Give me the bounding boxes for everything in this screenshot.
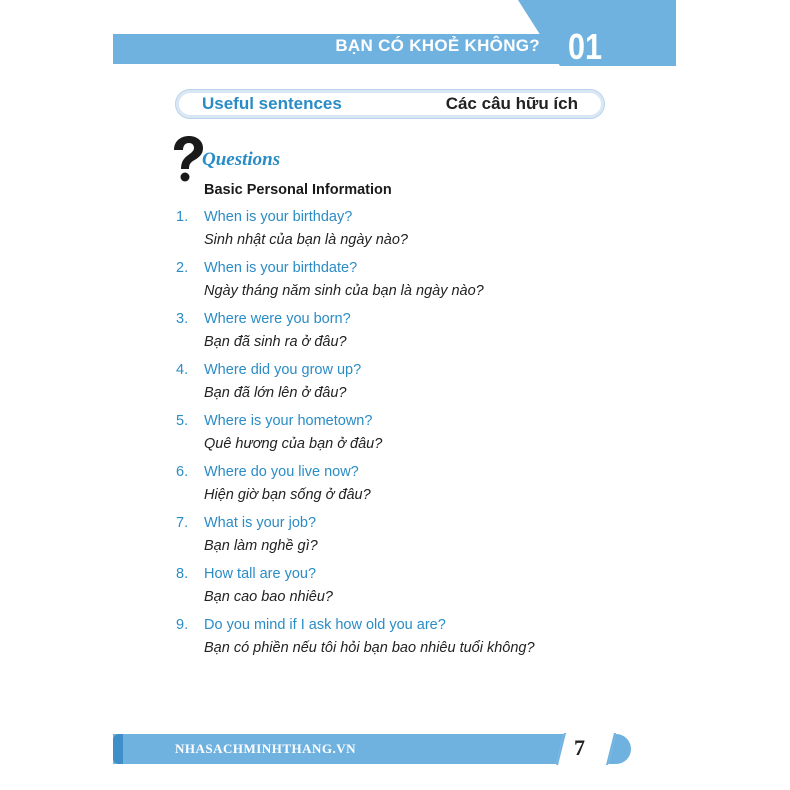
question-english: What is your job?	[204, 515, 317, 531]
question-vietnamese: Bạn đã lớn lên ở đâu?	[204, 385, 347, 401]
useful-sentences-vi: Các câu hữu ích	[445, 94, 578, 113]
section-title: Basic Personal Information	[204, 182, 392, 198]
question-english: Where is your hometown?	[204, 413, 373, 429]
question-english: When is your birthdate?	[204, 260, 358, 276]
page-number: 7	[574, 735, 585, 760]
question-vietnamese: Bạn cao bao nhiêu?	[204, 589, 333, 605]
question-vietnamese: Quê hương của bạn ở đâu?	[204, 436, 383, 452]
question-english: Where do you live now?	[204, 464, 359, 480]
questions-heading: Questions	[202, 149, 281, 170]
question-english: Where did you grow up?	[204, 362, 362, 378]
question-vietnamese: Ngày tháng năm sinh của bạn là ngày nào?	[204, 283, 484, 299]
useful-sentences-en: Useful sentences	[202, 94, 342, 113]
footer-left-cap	[113, 734, 123, 764]
footer-site-name: NHASACHMINHTHANG.VN	[175, 741, 357, 756]
question-vietnamese: Bạn đã sinh ra ở đâu?	[204, 334, 347, 350]
question-vietnamese: Bạn có phiền nếu tôi hỏi bạn bao nhiêu tuổi không?	[204, 640, 535, 656]
question-english: When is your birthday?	[204, 209, 353, 225]
question-vietnamese: Bạn làm nghề gì?	[204, 538, 318, 554]
item-number: 7.	[176, 515, 189, 531]
item-number: 1.	[176, 209, 189, 225]
item-number: 8.	[176, 566, 189, 582]
question-english: Do you mind if I ask how old you are?	[204, 617, 446, 633]
question-vietnamese: Sinh nhật của bạn là ngày nào?	[204, 232, 408, 248]
item-number: 5.	[176, 413, 189, 429]
item-number: 9.	[176, 617, 189, 633]
question-mark-icon	[170, 136, 204, 182]
question-vietnamese: Hiện giờ bạn sống ở đâu?	[204, 487, 371, 503]
question-english: How tall are you?	[204, 566, 317, 582]
question-english: Where were you born?	[204, 311, 351, 327]
item-number: 6.	[176, 464, 189, 480]
chapter-title: BẠN CÓ KHOẺ KHÔNG?	[335, 36, 540, 55]
chapter-number: 01	[568, 26, 603, 67]
item-number: 3.	[176, 311, 189, 327]
item-number: 4.	[176, 362, 189, 378]
item-number: 2.	[176, 260, 189, 276]
page-number-box	[556, 733, 616, 765]
